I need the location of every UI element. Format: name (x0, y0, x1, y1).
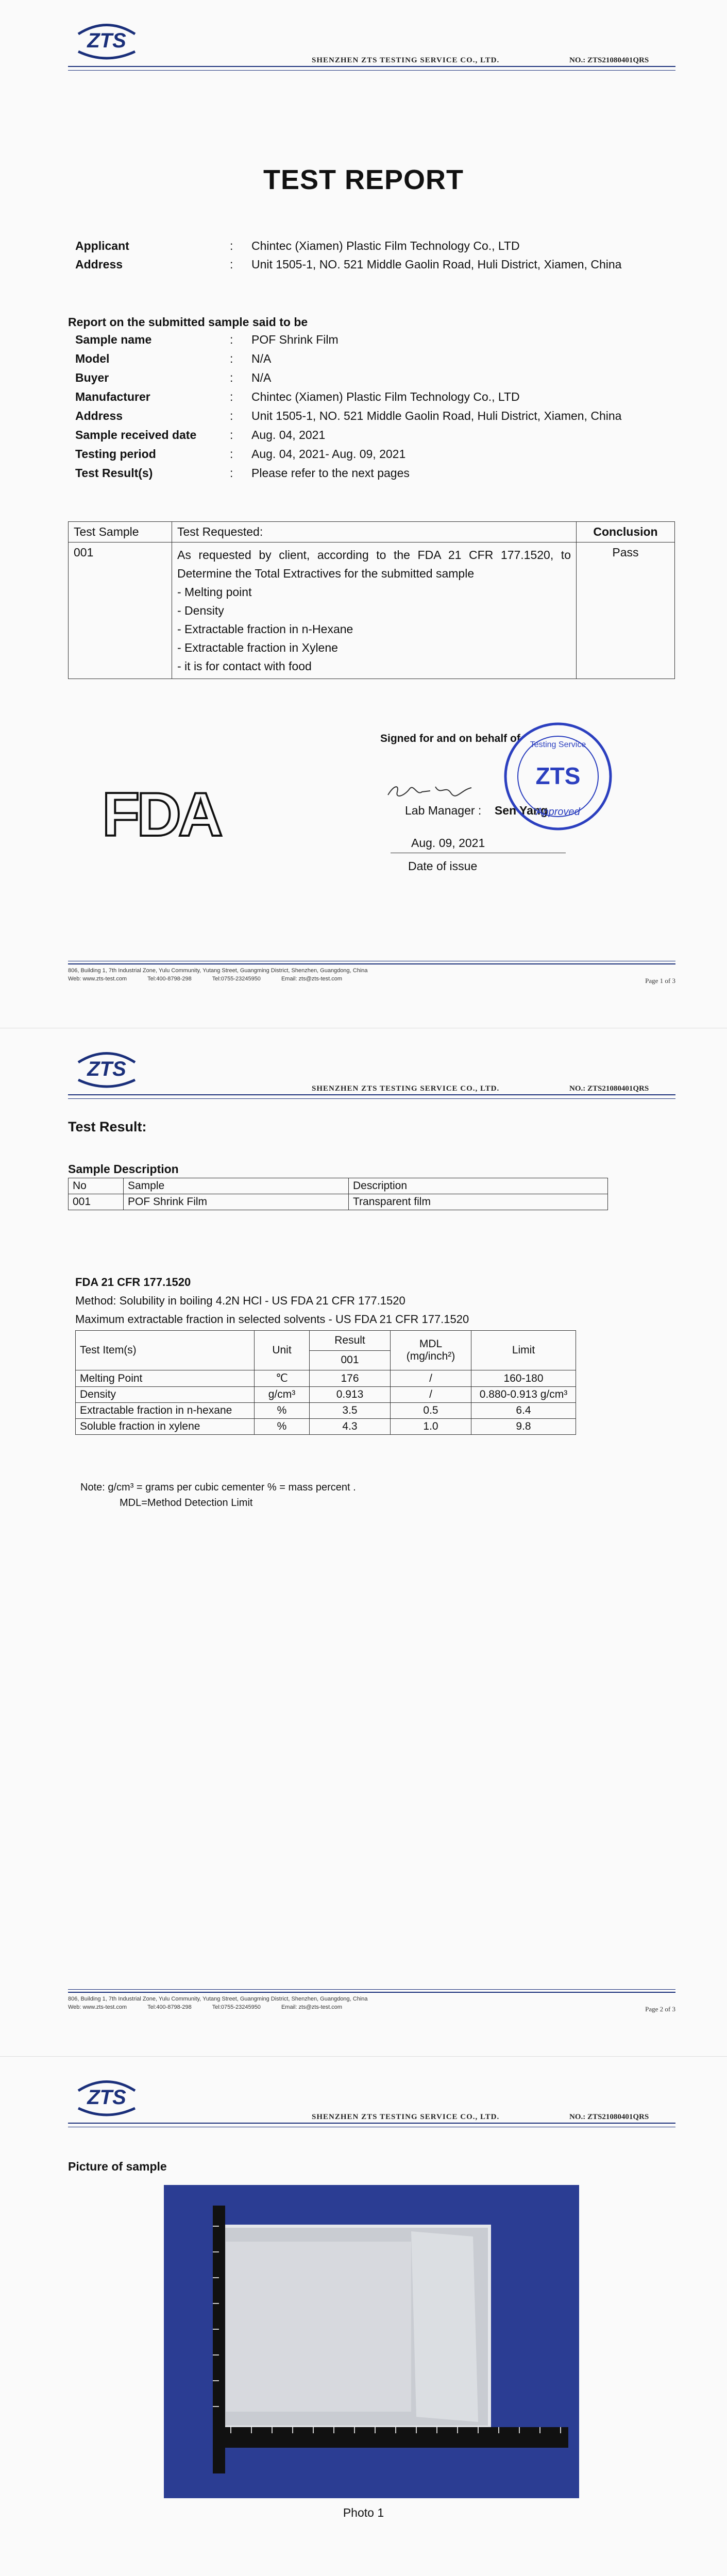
sample-field-row: Manufacturer : Chintec (Xiamen) Plastic Film Technology Co., LTD (75, 390, 520, 403)
header-company: SHENZHEN ZTS TESTING SERVICE CO., LTD. (312, 56, 500, 64)
photo-caption: Photo 1 (343, 2506, 384, 2519)
report-title: TEST REPORT (263, 164, 464, 195)
measurement-item: Extractable fraction in n-hexane (76, 1403, 255, 1419)
sample-field-label: Test Result(s) (75, 466, 153, 480)
measurement-limit: 160-180 (471, 1370, 576, 1387)
request-text: As requested by client, according to the FDA 21 CFR 177.1520, to Determine the Total Extractives for the submitted sample (177, 548, 571, 580)
sample-field-value: N/A (251, 352, 272, 365)
footer-contact: Web: www.zts-test.com Tel:400-8798-298 Tel:0755-23245950 Email: zts@zts-test.com (68, 2004, 343, 2010)
header-report-no: NO.: ZTS21080401QRS (569, 1084, 649, 1093)
measurement-row (76, 1419, 576, 1435)
svg-text:ZTS: ZTS (535, 762, 581, 789)
header-rule (68, 66, 675, 67)
sample-field-row: Test Result(s) : Please refer to the next pages (75, 466, 410, 480)
signed-on-behalf: Signed for and on behalf of (380, 733, 520, 744)
note-mdl: MDL=Method Detection Limit (120, 1497, 253, 1509)
svg-text:ZTS: ZTS (87, 1058, 126, 1080)
lab-manager-label: Lab Manager : (405, 804, 482, 817)
sample-description-title: Sample Description (68, 1162, 179, 1176)
header-rule (68, 1094, 675, 1095)
measurement-limit: 0.880-0.913 g/cm³ (471, 1387, 576, 1403)
sample-field-value: Aug. 04, 2021 (251, 428, 326, 442)
sample-field-value: Please refer to the next pages (251, 466, 410, 480)
picture-title: Picture of sample (68, 2160, 167, 2173)
sample-field-value: Aug. 04, 2021- Aug. 09, 2021 (251, 447, 406, 461)
zts-logo (68, 1042, 145, 1093)
header-company: SHENZHEN ZTS TESTING SERVICE CO., LTD. (312, 1084, 500, 1093)
header-rule-thin (68, 70, 675, 71)
measurement-mdl: / (391, 1387, 471, 1403)
report-page-1 (0, 0, 727, 1028)
measurement-result: 0.913 (310, 1387, 391, 1403)
request-item: - Density (177, 604, 224, 617)
desc-row: 001 POF Shrink Film Transparent film (69, 1194, 608, 1210)
measurement-unit: ℃ (255, 1370, 310, 1387)
col-test-sample: Test Sample (69, 522, 172, 543)
address-value: Unit 1505-1, NO. 521 Middle Gaolin Road, Huli District, Xiamen, China (251, 258, 622, 271)
measurement-row (76, 1387, 576, 1403)
note-units: Note: g/cm³ = grams per cubic cementer % = mass percent . (80, 1482, 356, 1493)
sample-field-label: Testing period (75, 447, 156, 461)
sample-field-label: Manufacturer (75, 390, 150, 403)
sample-field-value: Unit 1505-1, NO. 521 Middle Gaolin Road, Huli District, Xiamen, China (251, 409, 622, 422)
standard-title: FDA 21 CFR 177.1520 (75, 1276, 191, 1289)
sample-heading: Report on the submitted sample said to be (68, 315, 308, 329)
test-request-table (68, 521, 675, 679)
header-report-no: NO.: ZTS21080401QRS (569, 2113, 649, 2121)
page-number: Page 1 of 3 (645, 977, 675, 985)
request-item: - Extractable fraction in Xylene (177, 641, 338, 654)
request-item: - Extractable fraction in n-Hexane (177, 622, 353, 636)
footer-rule (68, 1989, 675, 1990)
measurement-table: Test Item(s) Unit Result MDL (mg/inch²) Limit 001 Melting Point ℃ 176 / 160-180 Density g/cm³ 0.913 / 0.880-0.913 g/cm³ Extractable fraction in n-hexane % 3.5 0.5 6.4 Soluble fraction in xylene % 4.3 1.0 9.8 (75, 1330, 576, 1435)
zts-logo (68, 13, 145, 65)
sample-field-label: Sample received date (75, 428, 197, 442)
sample-photo (164, 2185, 579, 2498)
applicant-value: Chintec (Xiamen) Plastic Film Technology Co., LTD (251, 239, 520, 252)
measurement-mdl: 0.5 (391, 1403, 471, 1419)
measurement-mdl: / (391, 1370, 471, 1387)
address-label: Address (75, 258, 123, 271)
measurement-row (76, 1370, 576, 1387)
conclusion-value: Pass (577, 543, 675, 679)
sign-date: Aug. 09, 2021 (411, 836, 485, 850)
max-fraction-text: Maximum extractable fraction in selected solvents - US FDA 21 CFR 177.1520 (75, 1313, 469, 1326)
zts-logo (68, 2070, 145, 2122)
svg-text:Approved: Approved (536, 806, 580, 818)
col-conclusion: Conclusion (577, 522, 675, 543)
applicant-row: Applicant : Chintec (Xiamen) Plastic Film Technology Co., LTD (75, 239, 520, 252)
sample-field-label: Address (75, 409, 123, 422)
measurement-unit: g/cm³ (255, 1387, 310, 1403)
report-page-3 (0, 2056, 727, 2576)
measurement-result: 4.3 (310, 1419, 391, 1435)
header-rule (68, 2123, 675, 2124)
svg-text:ZTS: ZTS (87, 2086, 126, 2109)
date-of-issue-label: Date of issue (408, 859, 478, 873)
sample-field-label: Model (75, 352, 110, 365)
footer-contact: Web: www.zts-test.com Tel:400-8798-298 Tel:0755-23245950 Email: zts@zts-test.com (68, 976, 343, 982)
measurement-item: Density (76, 1387, 255, 1403)
sample-id: 001 (69, 543, 172, 679)
footer-address: 806, Building 1, 7th Industrial Zone, Yulu Community, Yutang Street, Guangming District, Shenzhen, Guangdong, China (68, 1996, 368, 2002)
sample-field-row: Sample received date : Aug. 04, 2021 (75, 428, 326, 442)
header-rule-thin (68, 1098, 675, 1099)
measurement-item: Soluble fraction in xylene (76, 1419, 255, 1435)
measurement-mdl: 1.0 (391, 1419, 471, 1435)
measurement-result: 176 (310, 1370, 391, 1387)
sample-description-table (68, 1178, 608, 1210)
footer-rule-thick (68, 963, 675, 964)
desc-header-row: No Sample Description (69, 1178, 608, 1194)
measurement-item: Melting Point (76, 1370, 255, 1387)
sample-field-row: Model : N/A (75, 352, 272, 365)
footer-rule-thick (68, 1992, 675, 1993)
sample-field-row: Sample name : POF Shrink Film (75, 333, 339, 346)
lab-manager-name: Sen Yang (494, 804, 548, 817)
fda-logo (99, 783, 233, 844)
measurement-unit: % (255, 1403, 310, 1419)
applicant-label: Applicant (75, 239, 129, 252)
page-number: Page 2 of 3 (645, 2005, 675, 2013)
measurement-result: 3.5 (310, 1403, 391, 1419)
svg-text:ZTS: ZTS (87, 29, 126, 52)
footer-address: 806, Building 1, 7th Industrial Zone, Yulu Community, Yutang Street, Guangming District, Shenzhen, Guangdong, China (68, 968, 368, 974)
svg-text:FDA: FDA (102, 783, 220, 844)
sample-field-value: N/A (251, 371, 272, 384)
header-report-no: NO.: ZTS21080401QRS (569, 56, 649, 64)
header-company: SHENZHEN ZTS TESTING SERVICE CO., LTD. (312, 2113, 500, 2121)
request-item: - it is for contact with food (177, 659, 312, 673)
measurement-row (76, 1403, 576, 1419)
sample-field-label: Buyer (75, 371, 109, 384)
sample-field-value: POF Shrink Film (251, 333, 339, 346)
measurement-unit: % (255, 1419, 310, 1435)
sample-field-row: Buyer : N/A (75, 371, 272, 384)
method-text: Method: Solubility in boiling 4.2N HCl - US FDA 21 CFR 177.1520 (75, 1294, 405, 1307)
address-row: Address : Unit 1505-1, NO. 521 Middle Gaolin Road, Huli District, Xiamen, China (75, 258, 622, 271)
request-item: - Melting point (177, 585, 252, 599)
request-items (177, 583, 571, 675)
sample-field-row: Address : Unit 1505-1, NO. 521 Middle Gaolin Road, Huli District, Xiamen, China (75, 409, 622, 422)
measurement-limit: 6.4 (471, 1403, 576, 1419)
sample-field-value: Chintec (Xiamen) Plastic Film Technology Co., LTD (251, 390, 520, 403)
approval-stamp (503, 721, 613, 832)
measurement-limit: 9.8 (471, 1419, 576, 1435)
col-test-requested: Test Requested: (172, 522, 577, 543)
report-page-2 (0, 1028, 727, 2056)
request-cell (172, 543, 577, 679)
sample-field-label: Sample name (75, 333, 152, 346)
sample-field-row: Testing period : Aug. 04, 2021- Aug. 09, 2021 (75, 447, 406, 461)
svg-text:Testing Service: Testing Service (530, 740, 586, 749)
signature-image (384, 781, 477, 801)
test-result-title: Test Result: (68, 1119, 147, 1134)
